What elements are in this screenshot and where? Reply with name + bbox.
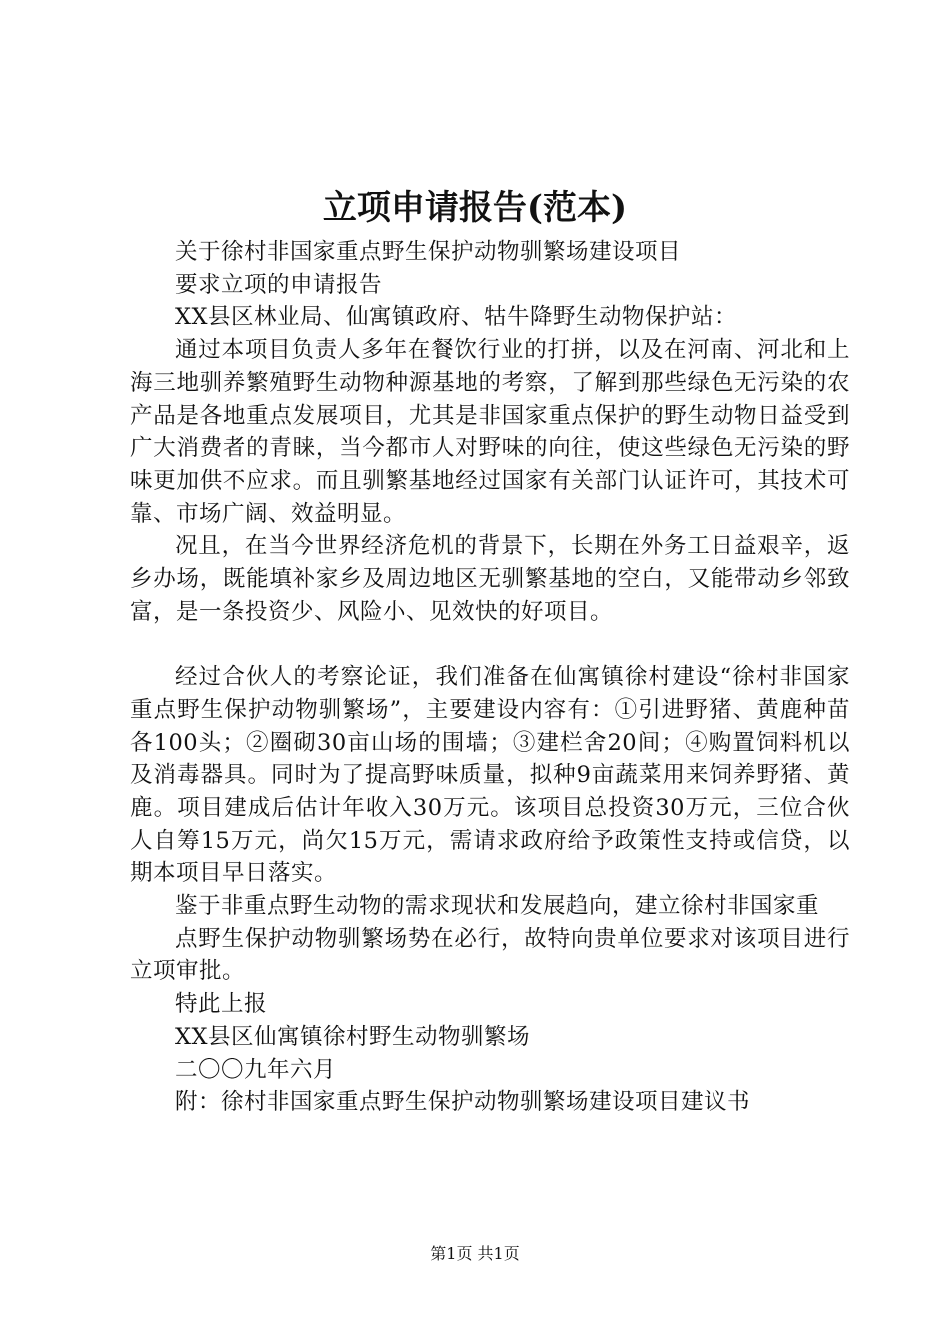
paragraph-conclusion-2: 点野生保护动物驯繁场势在必行，故特向贵单位要求对该项目进行立项审批。 — [130, 925, 850, 985]
attachment-note: 附：徐村非国家重点野生保护动物驯繁场建设项目建议书 — [175, 1089, 751, 1116]
paragraph-background: 通过本项目负责人多年在餐饮行业的打拼，以及在河南、河北和上海三地驯养繁殖野生动物种源基地的考察，了解到那些绿色无污染的农产品是各地重点发展项目，尤其是非国家重点保护的野生动物日益受到广大消费者的青睐，当今都市人对野味的向往，使这些绿色无污染的野味更加供不应求。而且驯繁基地经过国家有关部门认证许可，其技术可靠、市场广阔、效益明显。 — [130, 337, 850, 527]
paragraph-context: 况且，在当今世界经济危机的背景下，长期在外务工日益艰辛，返乡办场，既能填补家乡及周边地区无驯繁基地的空白，又能带动乡邻致富，是一条投资少、风险小、见效快的好项目。 — [130, 533, 850, 625]
page-number-footer: 第1页 共1页 — [430, 1244, 520, 1263]
page-title: 立项申请报告(范本) — [322, 188, 628, 228]
signature-organization: XX县区仙寓镇徐村野生动物驯繁场 — [175, 1023, 531, 1050]
paragraph-plan: 经过合伙人的考察论证，我们准备在仙寓镇徐村建设“徐村非国家重点野生保护动物驯繁场”，主要建设内容有：①引进野猪、黄鹿种苗各100头；②圈砌30亩山场的围墙；③建栏舍20间；④购置饲料机以及消毒器具。同时为了提高野味质量，拟种9亩蔬菜用来饲养野猪、黄鹿。项目建成后估计年收入30万元。该项目总投资30万元，三位合伙人自筹15万元，尚欠15万元，需请求政府给予政策性支持或信贷，以期本项目早日落实。 — [130, 664, 850, 887]
paragraph-conclusion-1: 鉴于非重点野生动物的需求现状和发展趋向，建立徐村非国家重 — [175, 893, 820, 920]
closing-line: 特此上报 — [175, 991, 268, 1018]
recipient-line: XX县区林业局、仙寓镇政府、牯牛降野生动物保护站： — [175, 304, 738, 331]
subject-line-2: 要求立项的申请报告 — [175, 271, 383, 298]
paragraph-spacer — [130, 628, 850, 661]
subject-line-1: 关于徐村非国家重点野生保护动物驯繁场建设项目 — [175, 239, 682, 265]
signature-date: 二〇〇九年六月 — [175, 1056, 337, 1083]
document-body — [130, 236, 850, 1119]
